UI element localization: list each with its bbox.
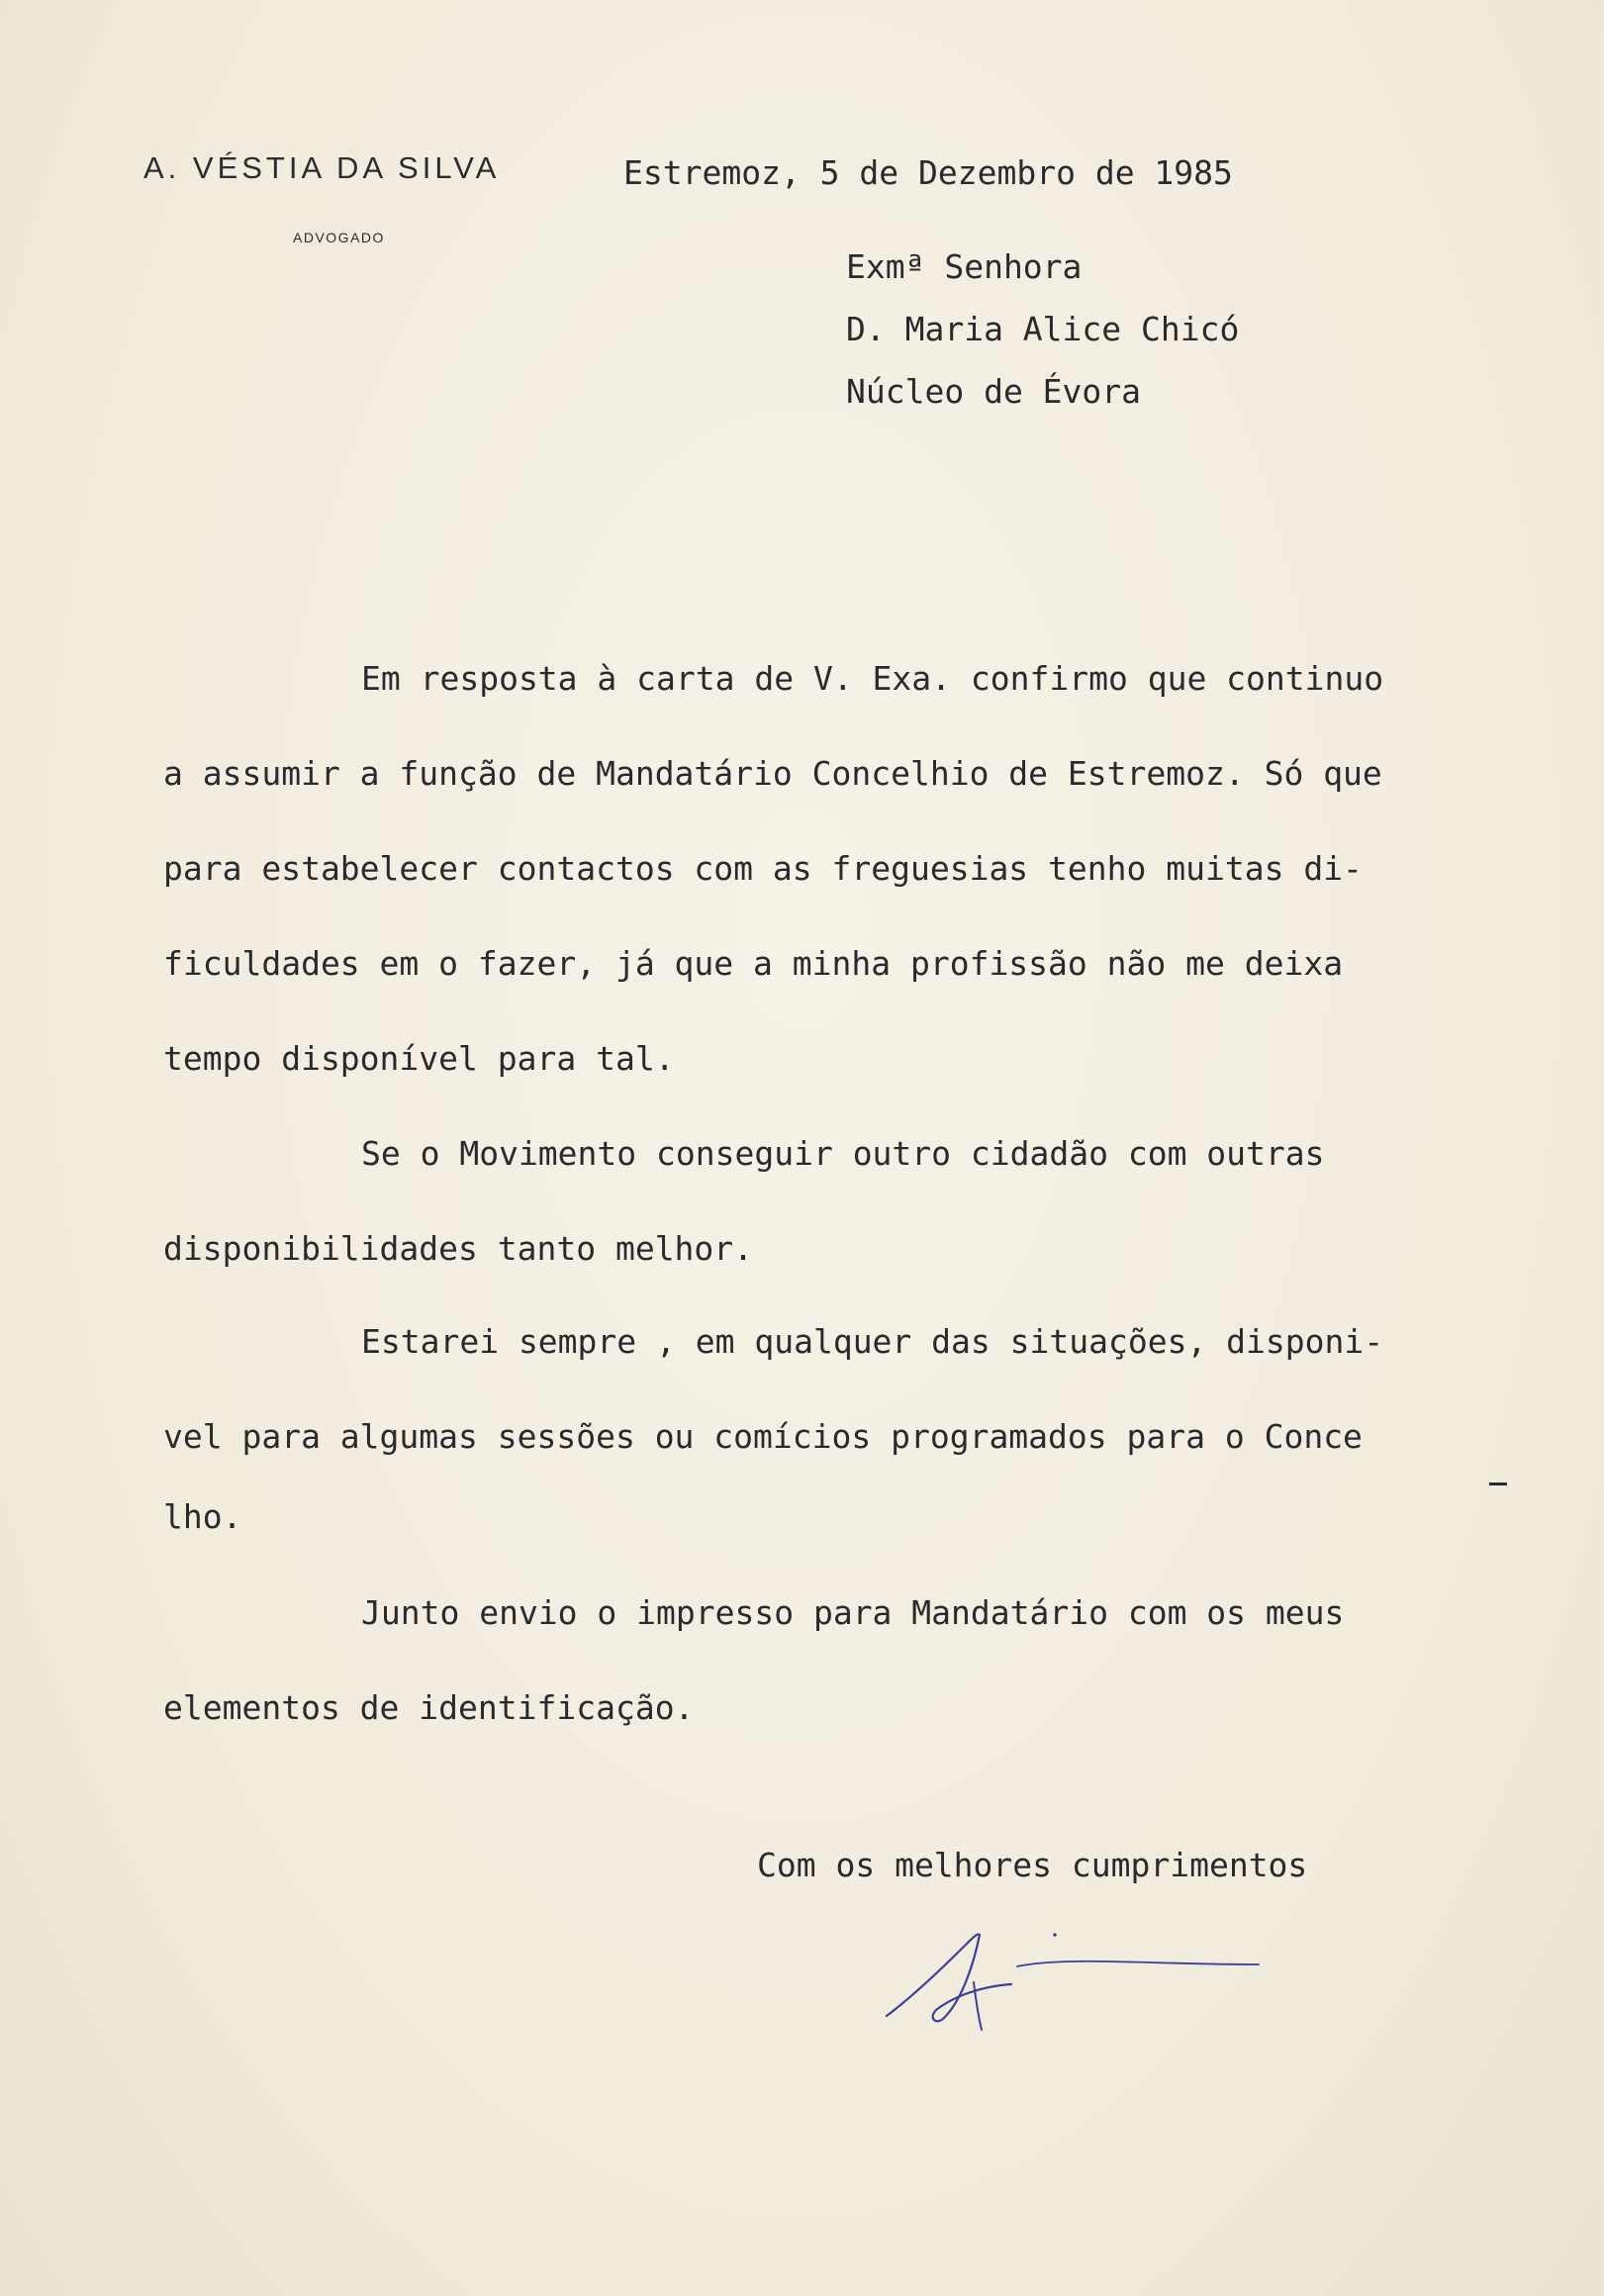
body-line: ficuldades em o fazer, já que a minha profissão não me deixa: [163, 944, 1344, 983]
body-line: Estarei sempre , em qualquer das situações, disponi-: [361, 1322, 1384, 1361]
body-line: elementos de identificação.: [163, 1688, 695, 1727]
letterhead-name: A. VÉSTIA DA SILVA: [143, 150, 501, 185]
handwritten-signature: [871, 1915, 1286, 2054]
letterhead-title: ADVOGADO: [293, 230, 385, 245]
recipient-organization: Núcleo de Évora: [846, 372, 1142, 411]
body-line: vel para algumas sessões ou comícios programados para o Conce: [163, 1417, 1363, 1456]
closing-line: Com os melhores cumprimentos: [757, 1846, 1308, 1884]
recipient-name: D. Maria Alice Chicó: [846, 310, 1240, 348]
body-line: Em resposta à carta de V. Exa. confirmo que continuo: [361, 659, 1384, 698]
body-line: Junto envio o impresso para Mandatário com os meus: [361, 1593, 1345, 1632]
correction-dash: [1489, 1483, 1507, 1485]
body-line: disponibilidades tanto melhor.: [163, 1229, 754, 1268]
body-line: para estabelecer contactos com as freguesias tenho muitas di-: [163, 849, 1363, 888]
recipient-salutation: Exmª Senhora: [846, 247, 1083, 286]
body-line: lho.: [163, 1497, 242, 1536]
body-line: Se o Movimento conseguir outro cidadão com outras: [361, 1134, 1325, 1173]
body-line: a assumir a função de Mandatário Concelhio de Estremoz. Só que: [163, 754, 1382, 793]
body-line: tempo disponível para tal.: [163, 1039, 675, 1078]
date-line: Estremoz, 5 de Dezembro de 1985: [623, 153, 1233, 192]
